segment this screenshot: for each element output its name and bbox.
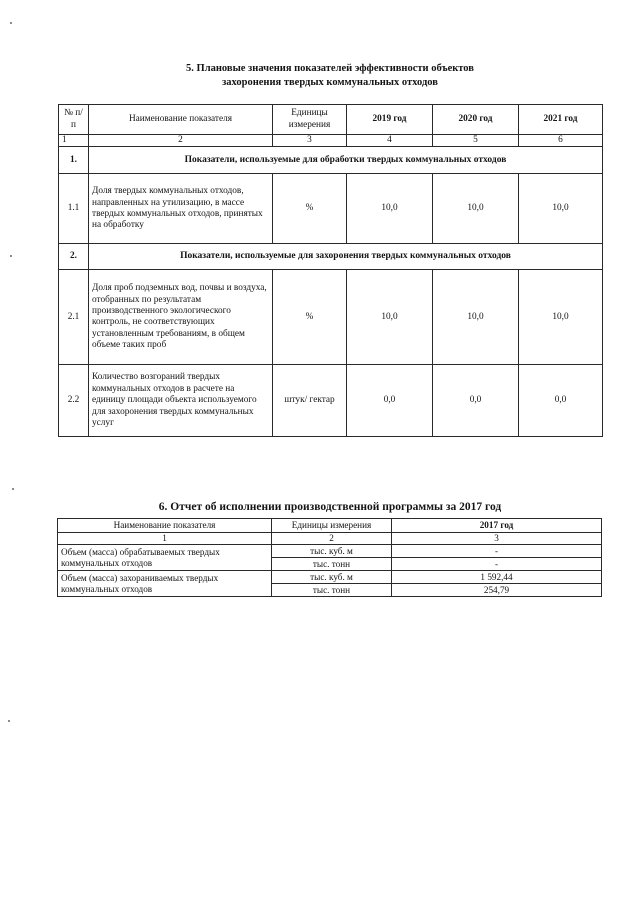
efficiency-indicators-table — [58, 104, 603, 437]
col-number: 3 — [392, 533, 602, 545]
header-2021: 2021 год — [519, 105, 603, 135]
table-header-row — [58, 519, 602, 533]
row-num: 1.1 — [59, 174, 89, 244]
scan-mark — [12, 488, 14, 490]
indicator-name: Количество возгораний твердых коммунальных отходов в расчете на единицу площади объекта используемого для захоронения твердых коммунальных услуг — [89, 365, 273, 437]
header-num: № п/п — [59, 105, 89, 135]
header-name: Наименование показателя — [58, 519, 272, 533]
scan-mark — [10, 22, 12, 24]
group-row — [59, 244, 603, 270]
section5-title — [60, 62, 600, 90]
section5-title-line1: 5. Плановые значения показателей эффективности объектов — [186, 63, 474, 74]
program-report-table — [57, 518, 602, 597]
value-mass: 254,79 — [392, 584, 602, 597]
col-number: 2 — [272, 533, 392, 545]
table-row — [59, 270, 603, 365]
table-row — [58, 571, 602, 584]
value-2021: 10,0 — [519, 174, 603, 244]
unit-mass: тыс. тонн — [272, 558, 392, 571]
col-number: 3 — [273, 135, 347, 147]
group-num: 1. — [59, 147, 89, 174]
value-2019: 10,0 — [347, 270, 433, 365]
table-row — [59, 174, 603, 244]
col-number: 2 — [89, 135, 273, 147]
column-numbers-row — [58, 533, 602, 545]
row-num: 2.1 — [59, 270, 89, 365]
indicator-name: Доля твердых коммунальных отходов, направленных на утилизацию, в массе твердых коммунальных отходов, принятых на обработку — [89, 174, 273, 244]
column-numbers-row — [59, 135, 603, 147]
indicator-name: Доля проб подземных вод, почвы и воздуха, отобранных по результатам производственного экологического контроль, не соответствующих установленным требованиям, в общем объеме таких проб — [89, 270, 273, 365]
value-2021: 10,0 — [519, 270, 603, 365]
unit-mass: тыс. тонн — [272, 584, 392, 597]
section5-title-line2: захоронения твердых коммунальных отходов — [222, 77, 438, 88]
table-header-row — [59, 105, 603, 135]
col-number: 1 — [58, 533, 272, 545]
header-unit: Единицы измерения — [272, 519, 392, 533]
header-2019: 2019 год — [347, 105, 433, 135]
scan-mark — [10, 255, 12, 257]
unit-volume: тыс. куб. м — [272, 571, 392, 584]
indicator-unit: % — [273, 174, 347, 244]
value-2021: 0,0 — [519, 365, 603, 437]
col-number: 6 — [519, 135, 603, 147]
indicator-name: Объем (масса) обрабатываемых твердых коммунальных отходов — [58, 545, 272, 571]
header-name: Наименование показателя — [89, 105, 273, 135]
row-num: 2.2 — [59, 365, 89, 437]
indicator-name: Объем (масса) захораниваемых твердых коммунальных отходов — [58, 571, 272, 597]
indicator-unit: % — [273, 270, 347, 365]
value-2020: 10,0 — [433, 270, 519, 365]
group-title: Показатели, используемые для обработки твердых коммунальных отходов — [89, 147, 603, 174]
indicator-unit: штук/ гектар — [273, 365, 347, 437]
value-2020: 0,0 — [433, 365, 519, 437]
group-title: Показатели, используемые для захоронения твердых коммунальных отходов — [89, 244, 603, 270]
value-mass: - — [392, 558, 602, 571]
col-number: 5 — [433, 135, 519, 147]
header-2020: 2020 год — [433, 105, 519, 135]
value-2019: 10,0 — [347, 174, 433, 244]
header-2017: 2017 год — [392, 519, 602, 533]
table-row — [58, 545, 602, 558]
scan-mark — [8, 720, 10, 722]
header-unit: Единицы измерения — [273, 105, 347, 135]
value-volume: 1 592,44 — [392, 571, 602, 584]
unit-volume: тыс. куб. м — [272, 545, 392, 558]
col-number: 4 — [347, 135, 433, 147]
section6-title: 6. Отчет об исполнении производственной программы за 2017 год — [158, 501, 502, 513]
value-2020: 10,0 — [433, 174, 519, 244]
table-row — [59, 365, 603, 437]
value-2019: 0,0 — [347, 365, 433, 437]
group-row — [59, 147, 603, 174]
group-num: 2. — [59, 244, 89, 270]
col-number: 1 — [59, 135, 89, 147]
value-volume: - — [392, 545, 602, 558]
